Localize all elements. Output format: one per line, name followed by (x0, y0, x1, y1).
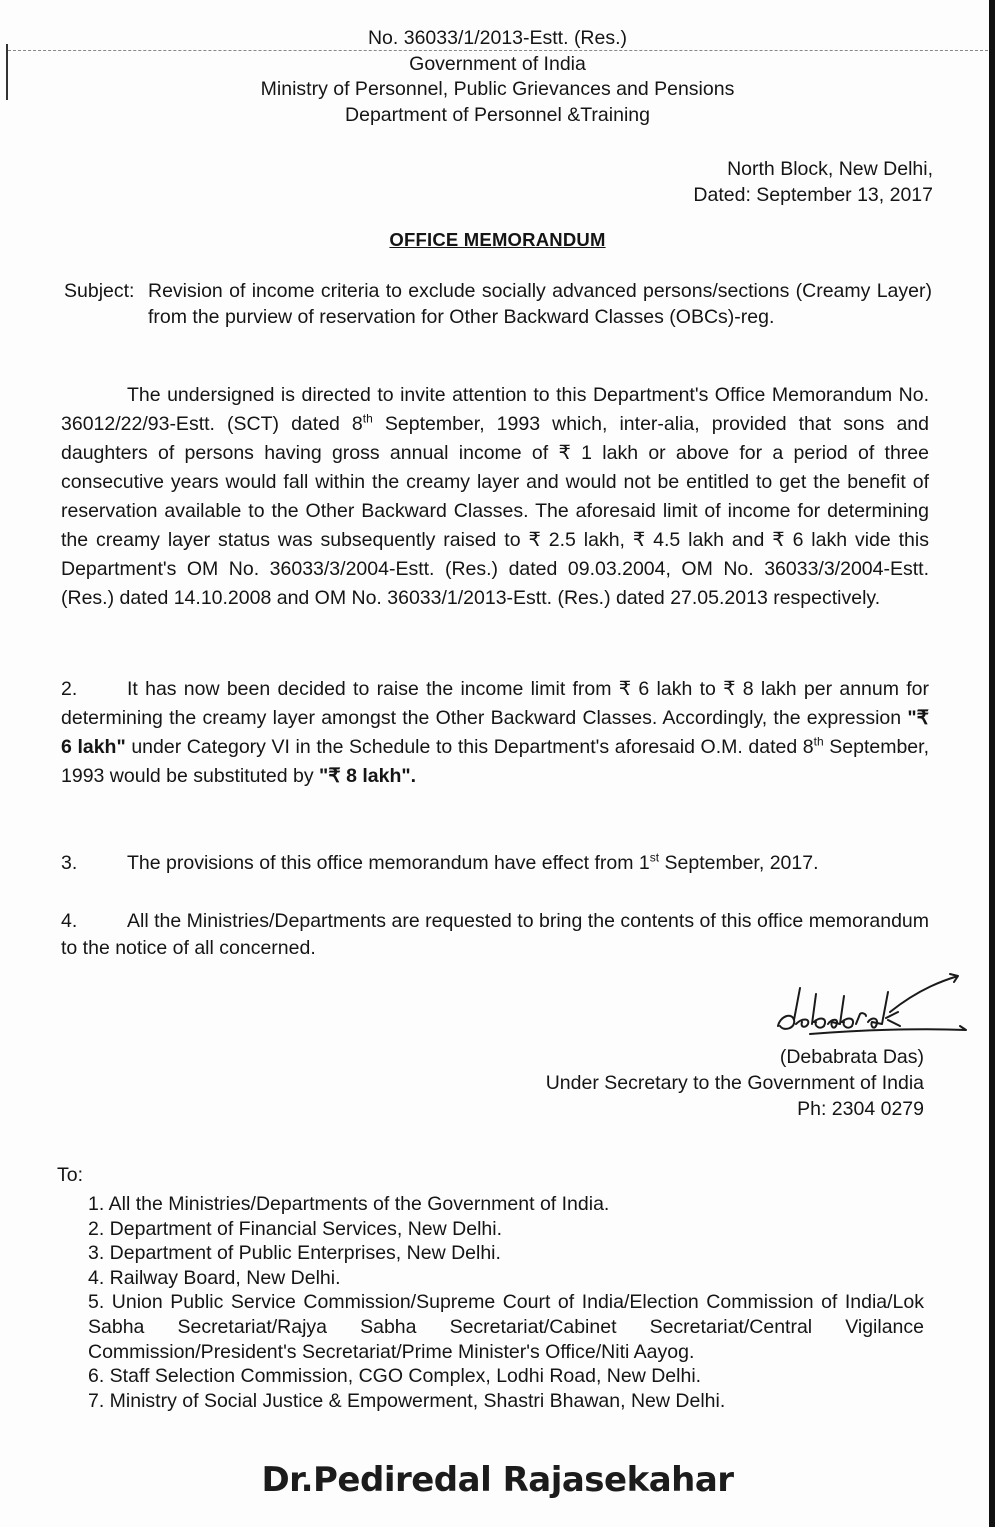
recipient-item: 7. Ministry of Social Justice & Empowerment, Shastri Bhawan, New Delhi. (88, 1389, 726, 1412)
signatory-block (546, 1044, 924, 1122)
paragraph-2 (61, 675, 929, 791)
place: North Block, New Delhi, (727, 158, 933, 180)
recipient-item: 3. Department of Public Enterprises, New Delhi. (88, 1242, 501, 1265)
recipient-item: 6. Staff Selection Commission, CGO Complex, Lodhi Road, New Delhi. (88, 1365, 702, 1388)
signatory-designation: Under Secretary to the Government of India (545, 1072, 924, 1094)
recipient-list (88, 1192, 924, 1413)
paragraph-2-bold-old-limit: "₹ 6 lakh" (61, 707, 929, 758)
paragraph-1-part-b: September, 1993 which, inter-alia, provided that sons and daughters of persons having gross annual income of ₹ 1 lakh or above for a period of three consecutive years would fall within the creamy layer and would not be entitled to get the benefit of reservation available to the Other Backward Classes. The aforesaid limit of income for determining the creamy layer status was subsequently raised to ₹ 2.5 lakh, ₹ 4.5 lakh and ₹ 6 lakh vide this Department's OM No. 36033/3/2004-Estt. (Res.) dated 09.03.2004, OM No. 36033/3/2004-Estt. (Res.) dated 14.10.2008 and OM No. 36033/1/2013-Estt. (Res.) dated 27.05.2013 respectively. (61, 413, 930, 609)
paragraph-2-bold-new-limit: "₹ 8 lakh". (319, 765, 417, 787)
paragraph-3-part-a: The provisions of this office memorandum have effect from 1 (127, 852, 650, 874)
recipient-item: 2. Department of Financial Services, New Delhi. (88, 1217, 503, 1240)
paragraph-4 (61, 908, 929, 962)
subject-text: Revision of income criteria to exclude socially advanced persons/sections (Creamy Layer) from the purview of reservation for Other Backward Classes (OBCs)-reg. (148, 280, 932, 328)
paragraph-4-text: All the Ministries/Departments are requested to bring the contents of this office memorandum to the notice of all concerned. (61, 910, 929, 959)
letterhead (0, 26, 995, 128)
paragraph-4-number: 4. (61, 910, 78, 932)
paragraph-1-part-a: The undersigned is directed to invite attention to this Department's Office Memorandum No. 36012/22/93-Estt. (SCT) dated 8 (61, 384, 929, 435)
paragraph-2-part-c: September, 1993 would be substituted by (61, 736, 929, 787)
paragraph-2-number: 2. (61, 678, 78, 700)
memo-title: OFFICE MEMORANDUM (389, 229, 606, 250)
recipient-item: 1. All the Ministries/Departments of the Government of India. (88, 1193, 610, 1215)
paragraph-1-text (61, 381, 929, 613)
paragraph-2-part-b: under Category VI in the Schedule to this Department's aforesaid O.M. dated 8 (125, 736, 814, 758)
signatory-name: (Debabrata Das) (779, 1046, 924, 1068)
place-date-block (693, 156, 933, 208)
subject-label: Subject: (64, 280, 135, 302)
recipient-item: 4. Railway Board, New Delhi. (88, 1266, 341, 1289)
handwritten-signature (770, 968, 970, 1048)
paragraph-3-part-b: September, 2017. (659, 852, 819, 874)
watermark-text: Dr.Pediredal Rajasekahar (261, 1460, 734, 1500)
signatory-phone: Ph: 2304 0279 (797, 1098, 924, 1120)
recipient-item: 5. Union Public Service Commission/Supreme Court of India/Election Commission of India/Lok Sabha Secretariat/Rajya Sabha Secretariat/Cabinet Secretariat/Central Vigilance Commission/President's Secretariat/Prime Minister's Office/Niti Aayog. (88, 1291, 924, 1363)
subject-block (64, 278, 932, 330)
paragraph-2-sup: th (813, 734, 824, 749)
paragraph-2-part-a: It has now been decided to raise the income limit from ₹ 6 lakh to ₹ 8 lakh per annum for determining the creamy layer amongst the Other Backward Classes. Accordingly, the expression (61, 678, 929, 729)
paragraph-1 (61, 381, 929, 613)
paragraph-3 (61, 849, 929, 878)
paragraph-3-sup: st (649, 850, 660, 865)
date: Dated: September 13, 2017 (693, 184, 933, 206)
government-name: Government of India (409, 52, 586, 75)
ministry-name: Ministry of Personnel, Public Grievances and Pensions (260, 78, 735, 100)
to-label: To: (57, 1164, 84, 1186)
reference-number: No. 36033/1/2013-Estt. (Res.) (367, 27, 628, 49)
department-name: Department of Personnel &Training (345, 103, 650, 126)
paragraph-3-number: 3. (61, 852, 78, 874)
paragraph-1-sup: th (362, 411, 373, 426)
